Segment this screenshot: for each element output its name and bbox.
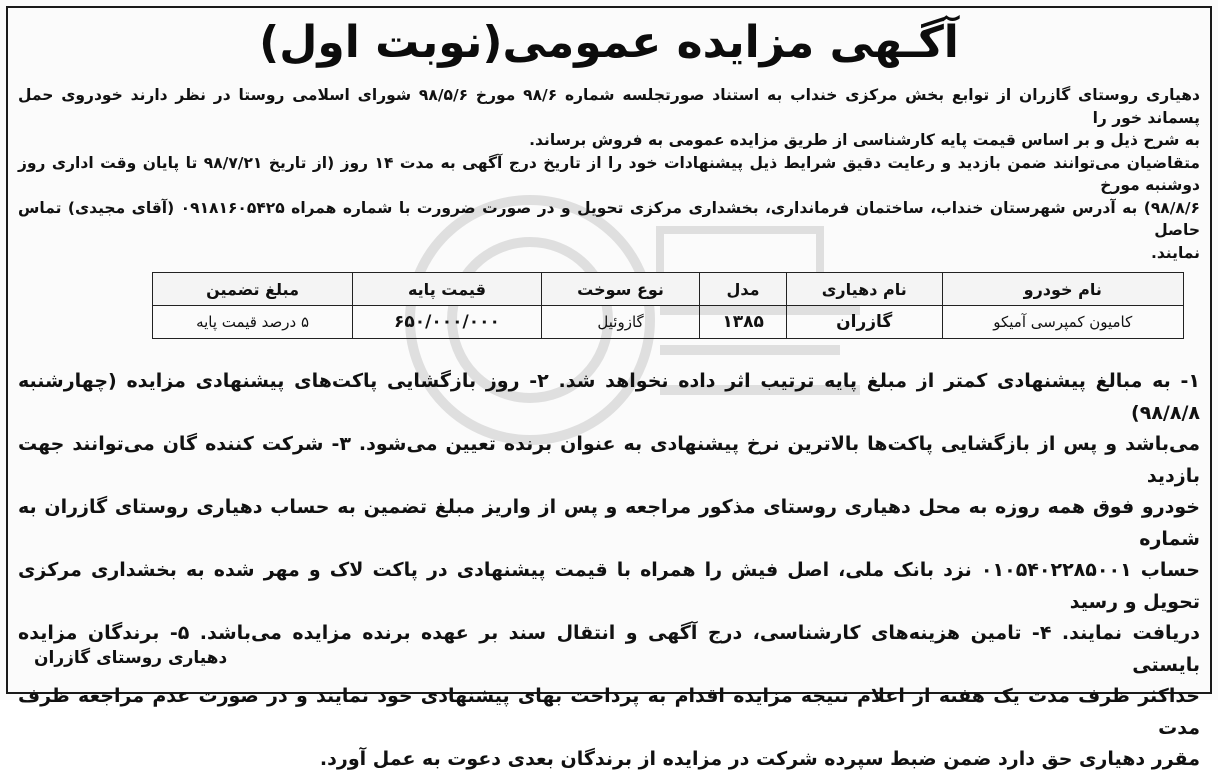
vehicle-table — [152, 272, 1184, 339]
header-vehicle-name: نام خودرو — [942, 273, 1183, 306]
intro-line: ۹۸/۸/۶) به آدرس شهرستان خنداب، ساختمان فرمانداری، بخشداری مرکزی تحویل و در صورت ضرورت با شماره همراه ۰۹۱۸۱۶۰۵۴۲۵ (آقای مجیدی) تماس حاصل — [18, 198, 1201, 239]
cell-village-council: گازران — [786, 306, 942, 339]
cell-fuel-type: گازوئیل — [541, 306, 699, 339]
terms-line: حداکثر ظرف مدت یک هفته از اعلام نتیجه مزایده اقدام به پرداخت بهای پیشنهادی خود نمایند و در صورت عدم مراجعه ظرف مدت — [18, 685, 1200, 739]
intro-line: متقاضیان می‌توانند ضمن بازدید و رعایت دقیق شرایط ذیل پیشنهادات خود را از تاریخ درج آگهی به مدت ۱۴ روز (از تاریخ ۹۸/۷/۲۱ تا پایان وقت اداری روز دوشنبه مورخ — [18, 153, 1200, 194]
terms-line: مقرر دهیاری حق دارد ضمن ضبط سپرده شرکت در مزایده از برندگان بعدی دعوت به عمل آورد. — [319, 748, 1200, 770]
terms-line: ۱- به مبالغ پیشنهادی کمتر از مبلغ پایه ترتیب اثر داده نخواهد شد. ۲- روز بازگشایی پاکت‌های پیشنهادی مزایده (چهارشنبه ۹۸/۸/۸) — [18, 370, 1200, 424]
signature: دهیاری روستای گازران — [34, 648, 228, 668]
table-header-row — [153, 273, 1184, 306]
cell-base-price: ۶۵۰/۰۰۰/۰۰۰ — [353, 306, 542, 339]
terms-line: می‌باشد و پس از بازگشایی پاکت‌ها بالاترین نرخ پیشنهادی به عنوان برنده تعیین می‌شود. ۳- شرکت کننده گان می‌توانند جهت بازدید — [18, 433, 1200, 487]
terms-line: حساب ۰۱۰۵۴۰۲۲۸۵۰۰۱ نزد بانک ملی، اصل فیش را همراه با قیمت پیشنهادی در پاکت لاک و مهر شده به بخشداری مرکزی تحویل و رسید — [18, 559, 1200, 613]
auction-terms — [18, 366, 1200, 776]
cell-vehicle-name: کامیون کمپرسی آمیکو — [942, 306, 1183, 339]
header-guarantee-amount: مبلغ تضمین — [153, 273, 353, 306]
terms-line: خودرو فوق همه روزه به محل دهیاری روستای مذکور مراجعه و پس از واریز مبلغ تضمین به حساب دهیاری روستای گازران به شماره — [18, 496, 1200, 550]
intro-line: به شرح ذیل و بر اساس قیمت پایه کارشناسی از طریق مزایده عمومی به فروش برساند. — [529, 131, 1200, 149]
header-fuel-type: نوع سوخت — [541, 273, 699, 306]
table-row — [153, 306, 1184, 339]
intro-line: نمایند. — [1150, 243, 1200, 262]
cell-guarantee-amount: ۵ درصد قیمت پایه — [153, 306, 353, 339]
header-base-price: قیمت پایه — [353, 273, 542, 306]
notice-intro — [18, 84, 1200, 264]
header-village-council: نام دهیاری — [786, 273, 942, 306]
terms-line: دریافت نمایند. ۴- تامین هزینه‌های کارشناسی، درج آگهی و انتقال سند بر عهده برنده مزایده می‌باشد. ۵- برندگان مزایده بایستی — [18, 622, 1200, 676]
header-model: مدل — [700, 273, 787, 306]
cell-model: ۱۳۸۵ — [700, 306, 787, 339]
notice-title: آگـهی مزایده عمومی(نوبت اول) — [259, 17, 959, 68]
intro-line: دهیاری روستای گازران از توابع بخش مرکزی خنداب به استناد صورتجلسه شماره ۹۸/۶ مورخ ۹۸/۵/۶ شورای اسلامی روستا در نظر دارند خودروی حمل پسماند خور را — [18, 86, 1201, 127]
